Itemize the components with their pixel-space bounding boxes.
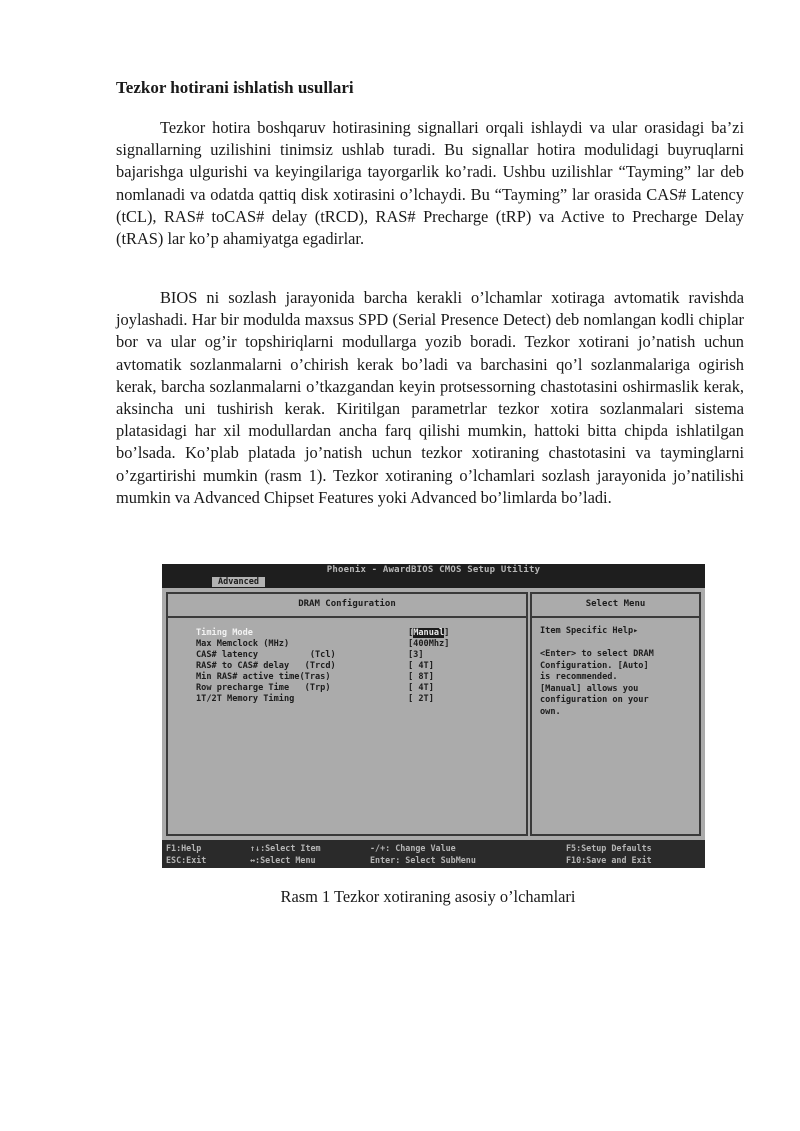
bios-screenshot	[162, 564, 705, 868]
key-f10-save: F10:Save and Exit	[566, 855, 652, 865]
bios-divider	[168, 616, 526, 618]
bios-row-ras-to-cas: RAS# to CAS# delay (Trcd) [ 4T]	[196, 661, 434, 671]
help-line: is recommended.	[540, 672, 618, 683]
bios-row-memory-timing: 1T/2T Memory Timing [ 2T]	[196, 694, 434, 704]
paragraph-2: BIOS ni sozlash jarayonida barcha kerakli o’lchamlar xotiraga avtomatik ravishda joylashadi. Har bir modulda maxsus SPD (Serial Presence Detect) deb nomlangan kodli chiplar bor va ular og’ir topshiriqlarni modullarga yozib boradi. Tezkor xotirani jo’natish uchun avtomatik sozlanmalarni o’chirish kerak bo’ladi va barchasini qo’l sozlanmalariga ogirish kerak, barcha sozlanmalarni o’tkazgandan keyin protsessorning chastotasini oshirmaslik kerak, aksincha uni tushirish kerak. Kiritilgan parametrlar tezkor xotira sozlanmalari sistema platasidagi har xil modullardan ancha farq qilishi mumkin, hattoki bitta chipda ishlatilgan bo’lsada. Ko’plab platada jo’natish uchun tezkor xotiraning chastotasini va tayminglarni o’zgartirishi mumkin (rasm 1). Tezkor xotiraning o’lchamlari sozlash jarayonida jo’natilishi mumkin va Advanced Chipset Features yoki Advanced bo’limlarda bo’ladi.	[116, 288, 744, 507]
key-select-menu: ↔:Select Menu	[250, 855, 316, 865]
bios-help-panel	[530, 592, 701, 836]
bios-side-title: Select Menu	[585, 599, 646, 609]
help-line: [Manual] allows you	[540, 683, 639, 694]
help-line: own.	[540, 707, 561, 717]
help-line: <Enter> to select DRAM	[540, 649, 654, 659]
bios-row-timing-mode: Timing Mode [Manual]	[196, 628, 450, 638]
key-esc-exit: ESC:Exit	[166, 855, 207, 865]
key-f5-defaults: F5:Setup Defaults	[566, 843, 652, 853]
key-select-item: ↑↓:Select Item	[250, 843, 321, 853]
help-line: Item Specific Help▸	[540, 626, 639, 636]
bios-row-min-ras-active: Min RAS# active time(Tras) [ 8T]	[196, 672, 434, 682]
bios-main-title: DRAM Configuration	[298, 599, 396, 609]
key-change-value: -/+: Change Value	[370, 843, 456, 853]
bios-row-row-precharge: Row precharge Time (Trp) [ 4T]	[196, 683, 434, 693]
bios-tab-advanced: Advanced	[212, 577, 265, 587]
key-select-submenu: Enter: Select SubMenu	[370, 855, 476, 865]
figure-caption: Rasm 1 Tezkor xotiraning asosiy o’lchamlari	[280, 887, 576, 906]
bios-divider	[532, 616, 699, 618]
bios-row-cas-latency: CAS# latency (Tcl) [3]	[196, 650, 424, 660]
bios-row-max-memclock: Max Memclock (MHz) [400Mhz]	[196, 639, 450, 649]
section-heading: Tezkor hotiranі ishlatish usullari	[116, 78, 354, 97]
key-f1-help: F1:Help	[166, 843, 202, 853]
bios-key-legend	[162, 840, 705, 868]
bios-main-panel	[166, 592, 528, 836]
help-line: Configuration. [Auto]	[540, 660, 649, 671]
paragraph-1: Tezkor hotira boshqaruv hotirasining signallari orqali ishlaydi va ular orasidagi ba’zi signallarning uzilishini tinimsiz ushlab turadi. Bu signallar hotira modulidagi buyruqlarni bajarishga ulgurishi va keyingilariga tayorgarlik ko’radi. Ushbu uzilishlar “Tayming” lar deb nomlanadi va odatda qattiq disk xotirasini o’lchaydi. Bu “Tayming” lar orasida CAS# Latency (tCL), RAS# toCAS# delay (tRCD), RAS# Precharge (tRP) va Active to Precharge Delay (tRAS) lar ko’p ahamiyatga egadirlar.	[116, 118, 744, 249]
bios-tab-bar	[162, 576, 705, 588]
bios-title: Phoenix - AwardBIOS CMOS Setup Utility	[162, 564, 705, 576]
help-line: configuration on your	[540, 695, 649, 706]
